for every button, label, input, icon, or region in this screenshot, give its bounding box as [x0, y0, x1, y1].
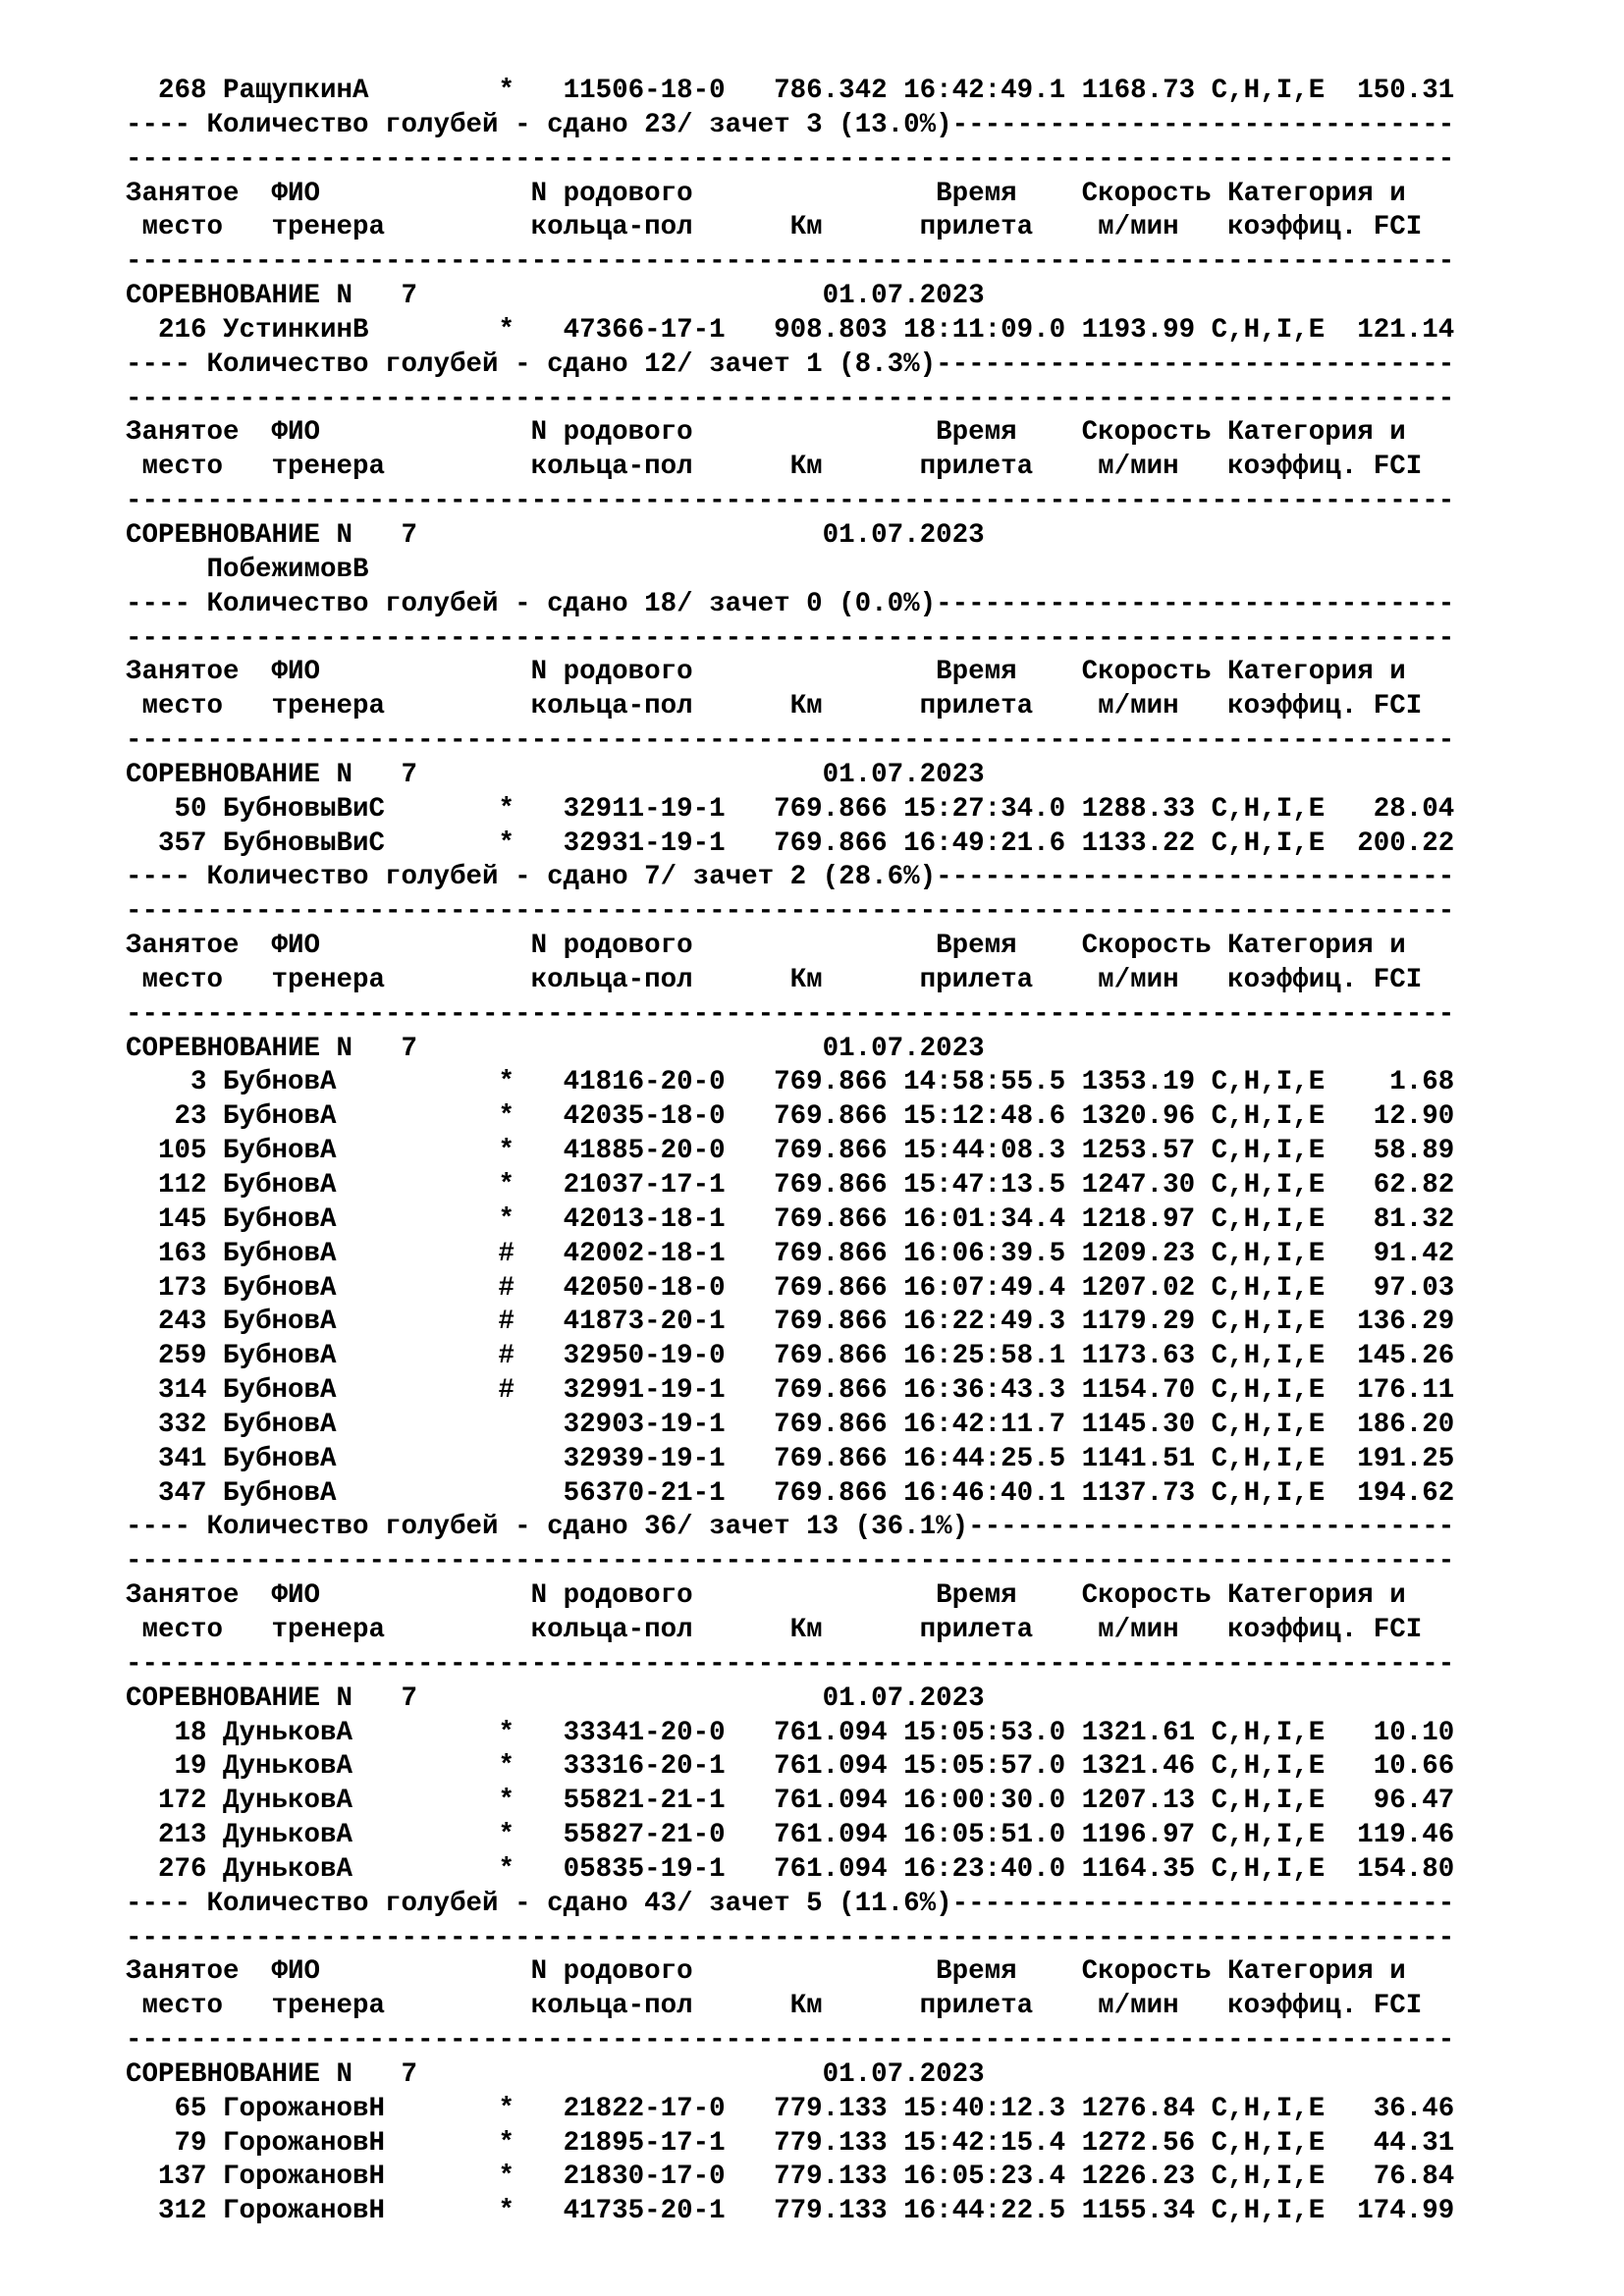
pigeon-count-summary: ---- Количество голубей - сдано 23/ зачет 3 (13.0%)------------------------------- [126, 109, 1455, 140]
result-row: 216 УстинкинВ * 47366-17-1 908.803 18:11:09.0 1193.99 C,H,I,E 121.14 [126, 314, 1455, 346]
result-row: 3 БубновА * 41816-20-0 769.866 14:58:55.5 1353.19 C,H,I,E 1.68 [126, 1067, 1455, 1098]
result-row: 268 РащупкинА * 11506-18-0 786.342 16:42:49.1 1168.73 C,H,I,E 150.31 [126, 76, 1455, 106]
pigeon-count-summary: ---- Количество голубей - сдано 43/ зачет 5 (11.6%)------------------------------- [126, 1888, 1455, 1919]
separator-line: ---------------------------------------------------------------------------------- [126, 622, 1455, 654]
separator-line: ---------------------------------------------------------------------------------- [126, 383, 1455, 414]
result-row: 163 БубновА # 42002-18-1 769.866 16:06:39.5 1209.23 C,H,I,E 91.42 [126, 1238, 1455, 1269]
result-row: 243 БубновА # 41873-20-1 769.866 16:22:49.3 1179.29 C,H,I,E 136.29 [126, 1307, 1455, 1338]
competition-header: СОРЕВНОВАНИЕ N 7 01.07.2023 [126, 1682, 985, 1714]
separator-line: ---------------------------------------------------------------------------------- [126, 2025, 1455, 2056]
column-header-row: Занятое ФИО N родового Время Скорость Категория и [126, 931, 1406, 962]
column-header-row: Занятое ФИО N родового Время Скорость Категория и [126, 657, 1406, 688]
competition-header: СОРЕВНОВАНИЕ N 7 01.07.2023 [126, 519, 985, 551]
column-header-row: место тренера кольца-пол Км прилета м/мин коэффиц. FCI [126, 1991, 1423, 2022]
separator-line: ---------------------------------------------------------------------------------- [126, 486, 1455, 517]
separator-line: ---------------------------------------------------------------------------------- [126, 1546, 1455, 1577]
result-row: 276 ДуньковА * 05835-19-1 761.094 16:23:40.0 1164.35 C,H,I,E 154.80 [126, 1853, 1455, 1885]
competition-header: СОРЕВНОВАНИЕ N 7 01.07.2023 [126, 759, 985, 790]
result-row: 50 БубновыВиС * 32911-19-1 769.866 15:27:34.0 1288.33 C,H,I,E 28.04 [126, 793, 1455, 825]
separator-line: ---------------------------------------------------------------------------------- [126, 725, 1455, 757]
separator-line: ---------------------------------------------------------------------------------- [126, 1648, 1455, 1680]
separator-line: ---------------------------------------------------------------------------------- [126, 998, 1455, 1030]
column-header-row: место тренера кольца-пол Км прилета м/мин коэффиц. FCI [126, 964, 1423, 995]
result-row: 357 БубновыВиС * 32931-19-1 769.866 16:49:21.6 1133.22 C,H,I,E 200.22 [126, 828, 1455, 859]
column-header-row: место тренера кольца-пол Км прилета м/мин коэффиц. FCI [126, 452, 1423, 483]
result-row: 23 БубновА * 42035-18-0 769.866 15:12:48.6 1320.96 C,H,I,E 12.90 [126, 1101, 1455, 1133]
result-row: 173 БубновА # 42050-18-0 769.866 16:07:49.4 1207.02 C,H,I,E 97.03 [126, 1272, 1455, 1304]
competition-header: СОРЕВНОВАНИЕ N 7 01.07.2023 [126, 2058, 985, 2090]
pigeon-count-summary: ---- Количество голубей - сдано 7/ зачет 2 (28.6%)-------------------------------- [126, 862, 1455, 893]
result-row: 105 БубновА * 41885-20-0 769.866 15:44:08.3 1253.57 C,H,I,E 58.89 [126, 1136, 1455, 1167]
result-row: 172 ДуньковА * 55821-21-1 761.094 16:00:30.0 1207.13 C,H,I,E 96.47 [126, 1786, 1455, 1817]
column-header-row: Занятое ФИО N родового Время Скорость Категория и [126, 1956, 1406, 1988]
result-row: 79 ГорожановН * 21895-17-1 779.133 15:42:15.4 1272.56 C,H,I,E 44.31 [126, 2127, 1455, 2159]
column-header-row: место тренера кольца-пол Км прилета м/мин коэффиц. FCI [126, 1614, 1423, 1645]
result-row: 145 БубновА * 42013-18-1 769.866 16:01:34.4 1218.97 C,H,I,E 81.32 [126, 1203, 1455, 1235]
competition-header: СОРЕВНОВАНИЕ N 7 01.07.2023 [126, 281, 985, 312]
column-header-row: место тренера кольца-пол Км прилета м/мин коэффиц. FCI [126, 212, 1423, 243]
result-row: 19 ДуньковА * 33316-20-1 761.094 15:05:57.0 1321.46 C,H,I,E 10.66 [126, 1751, 1455, 1783]
result-row: 347 БубновА 56370-21-1 769.866 16:46:40.1 1137.73 C,H,I,E 194.62 [126, 1477, 1455, 1509]
result-row: 112 БубновА * 21037-17-1 769.866 15:47:13.5 1247.30 C,H,I,E 62.82 [126, 1170, 1455, 1201]
result-row: 341 БубновА 32939-19-1 769.866 16:44:25.5 1141.51 C,H,I,E 191.25 [126, 1443, 1455, 1474]
result-row: 259 БубновА # 32950-19-0 769.866 16:25:58.1 1173.63 C,H,I,E 145.26 [126, 1341, 1455, 1372]
result-row: 18 ДуньковА * 33341-20-0 761.094 15:05:53.0 1321.61 C,H,I,E 10.10 [126, 1717, 1455, 1748]
result-row: 312 ГорожановН * 41735-20-1 779.133 16:44:22.5 1155.34 C,H,I,E 174.99 [126, 2196, 1455, 2227]
competition-header: СОРЕВНОВАНИЕ N 7 01.07.2023 [126, 1033, 985, 1064]
column-header-row: место тренера кольца-пол Км прилета м/мин коэффиц. FCI [126, 691, 1423, 722]
separator-line: ---------------------------------------------------------------------------------- [126, 246, 1455, 278]
column-header-row: Занятое ФИО N родового Время Скорость Категория и [126, 178, 1406, 209]
result-row: 137 ГорожановН * 21830-17-0 779.133 16:05:23.4 1226.23 C,H,I,E 76.84 [126, 2162, 1455, 2193]
separator-line: ---------------------------------------------------------------------------------- [126, 1922, 1455, 1953]
result-row: 213 ДуньковА * 55827-21-0 761.094 16:05:51.0 1196.97 C,H,I,E 119.46 [126, 1820, 1455, 1851]
result-row: 65 ГорожановН * 21822-17-0 779.133 15:40:12.3 1276.84 C,H,I,E 36.46 [126, 2093, 1455, 2124]
column-header-row: Занятое ФИО N родового Время Скорость Категория и [126, 417, 1406, 449]
result-row: 332 БубновА 32903-19-1 769.866 16:42:11.7 1145.30 C,H,I,E 186.20 [126, 1409, 1455, 1440]
results-printout [126, 75, 1454, 2229]
pigeon-count-summary: ---- Количество голубей - сдано 12/ зачет 1 (8.3%)-------------------------------- [126, 348, 1455, 380]
separator-line: ---------------------------------------------------------------------------------- [126, 896, 1455, 928]
result-row: 314 БубновА # 32991-19-1 769.866 16:36:43.3 1154.70 C,H,I,E 176.11 [126, 1375, 1455, 1407]
result-row: ПобежимовВ [126, 554, 369, 585]
pigeon-count-summary: ---- Количество голубей - сдано 36/ зачет 13 (36.1%)------------------------------ [126, 1512, 1455, 1543]
pigeon-count-summary: ---- Количество голубей - сдано 18/ зачет 0 (0.0%)-------------------------------- [126, 588, 1455, 619]
column-header-row: Занятое ФИО N родового Время Скорость Категория и [126, 1580, 1406, 1612]
separator-line: ---------------------------------------------------------------------------------- [126, 143, 1455, 175]
